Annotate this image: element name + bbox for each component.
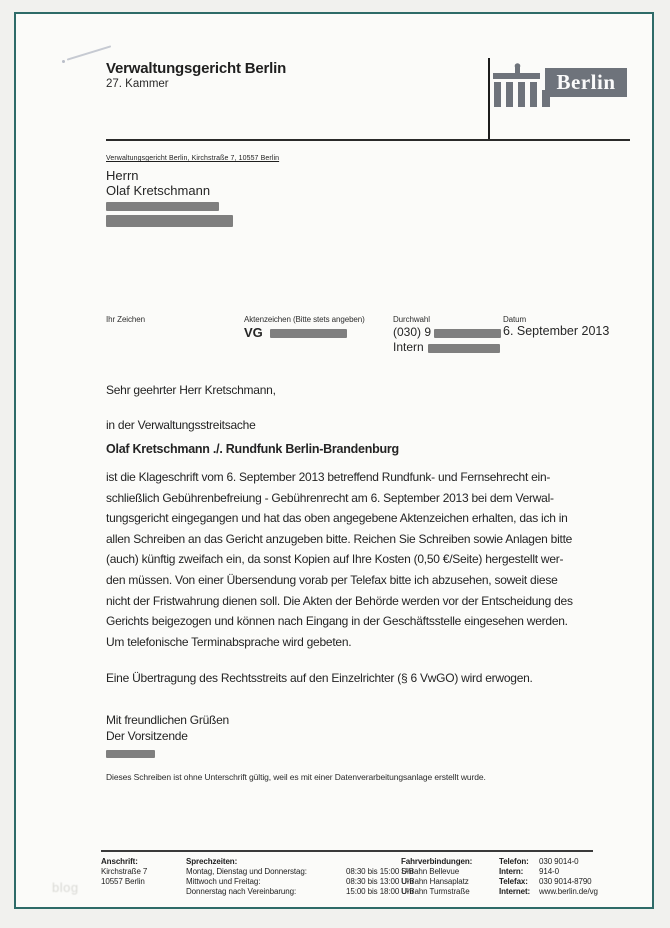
- footer-fahrverbindungen-label: Fahrverbindungen:: [401, 857, 473, 866]
- letter-salutation: Sehr geehrter Herr Kretschmann,: [106, 383, 276, 397]
- sprechzeiten-time: 15:00 bis 18:00 Uhr: [346, 887, 414, 896]
- label-durchwahl: Durchwahl: [393, 315, 430, 324]
- closing-signer: Der Vorsitzende: [106, 728, 188, 743]
- kontakt-label: Telefax:: [499, 877, 528, 886]
- kontakt-label: Telefon:: [499, 857, 529, 866]
- footer-anschrift-line: 10557 Berlin: [101, 877, 145, 886]
- case-parties-line: Olaf Kretschmann ./. Rundfunk Berlin-Brandenburg: [106, 442, 399, 456]
- footer-sprechzeiten-label: Sprechzeiten:: [186, 857, 238, 866]
- paragraph-line: allen Schreiben an das Gericht anzugeben bitte. Reichen Sie Schreiben sowie Anlagen bitte: [106, 531, 573, 546]
- pen-scratch-dot: [62, 60, 65, 63]
- paragraph-line: nicht der Fristwahrung dienen soll. Die Akten der Behörde werden vor der Entscheidung des: [106, 593, 573, 608]
- einzelrichter-line: Eine Übertragung des Rechtsstreits auf den Einzelrichter (§ 6 VwGO) wird erwogen.: [106, 671, 533, 685]
- recipient-salutation: Herrn: [106, 168, 139, 183]
- fahrverbindung-line: U-Bahn Hansaplatz: [401, 877, 469, 886]
- footer-sprechzeiten: [186, 857, 414, 897]
- sender-return-address: Verwaltungsgericht Berlin, Kirchstraße 7, 10557 Berlin: [106, 155, 280, 162]
- brandenburg-gate-icon: [493, 63, 551, 112]
- sprechzeiten-time: 08:30 bis 13:00 Uhr: [346, 877, 414, 886]
- footer-anschrift-label: Anschrift:: [101, 857, 138, 866]
- paragraph-line: Um telefonische Terminabsprache wird gebeten.: [106, 634, 352, 649]
- blog-watermark: blog: [52, 880, 79, 895]
- sprechzeiten-row: [186, 877, 414, 887]
- paragraph-line: ist die Klageschrift vom 6. September 2013 betreffend Rundfunk- und Fernsehrecht ein-: [106, 470, 551, 484]
- sprechzeiten-row: [186, 887, 414, 897]
- paragraph-line: (auch) künftig zweifach ein, da sonst Kopien auf Ihre Kosten (0,50 €/Seite) hergestellt wer-: [106, 552, 564, 567]
- kontakt-value: 030 9014-8790: [539, 877, 592, 886]
- redaction-bar-aktenzeichen: [270, 329, 347, 338]
- label-datum: Datum: [503, 315, 527, 324]
- redaction-bar-intern: [428, 344, 500, 353]
- kontakt-label: Internet:: [499, 887, 531, 896]
- label-ihr-zeichen: Ihr Zeichen: [106, 315, 145, 324]
- header-vertical-rule: [488, 58, 490, 140]
- kontakt-value: www.berlin.de/vg: [539, 887, 598, 896]
- paragraph-line: schließlich Gebührenbefreiung - Gebührenrecht am 6. September 2013 bei dem Verwal-: [106, 490, 554, 505]
- footer-rule: [101, 850, 593, 852]
- redaction-bar-durchwahl: [434, 329, 501, 338]
- scanned-letter-page: [14, 12, 654, 909]
- recipient-name: Olaf Kretschmann: [106, 183, 211, 198]
- sprechzeiten-day: Mittwoch und Freitag:: [186, 877, 261, 886]
- court-chamber: 27. Kammer: [106, 78, 169, 90]
- durchwahl-prefix: (030) 9: [393, 325, 432, 339]
- paragraph-line: Gerichts beigezogen und können nach Eingang in der Geschäftsstelle eingesehen werden.: [106, 614, 568, 629]
- kontakt-row: [499, 867, 598, 877]
- sprechzeiten-day: Donnerstag nach Vereinbarung:: [186, 887, 297, 896]
- closing-block: [106, 713, 229, 744]
- berlin-logo: [545, 68, 627, 97]
- aktenzeichen-prefix: VG: [244, 325, 263, 340]
- redaction-bar-street: [106, 202, 219, 211]
- paragraph-line: den müssen. Von einer Übersendung vorab per Telefax bitte ich abzusehen, soweit diese: [106, 572, 558, 587]
- header-horizontal-rule: [106, 139, 630, 141]
- sprechzeiten-day: Montag, Dienstag und Donnerstag:: [186, 867, 307, 876]
- footer-fahrverbindungen: [401, 857, 472, 897]
- footer-kontakt: [499, 857, 598, 897]
- letter-intro: in der Verwaltungsstreitsache: [106, 418, 256, 432]
- kontakt-row: [499, 857, 598, 867]
- main-paragraph: [106, 470, 573, 655]
- berlin-logo-text: Berlin: [556, 70, 616, 94]
- redaction-bar-signature: [106, 750, 155, 758]
- kontakt-value: 030 9014-0: [539, 857, 579, 866]
- closing-greeting: Mit freundlichen Grüßen: [106, 713, 229, 727]
- pen-scratch-mark: [67, 45, 112, 60]
- sprechzeiten-time: 08:30 bis 15:00 Uhr: [346, 867, 414, 876]
- footer-anschrift: [101, 857, 147, 887]
- label-aktenzeichen: Aktenzeichen (Bitte stets angeben): [244, 315, 365, 324]
- fahrverbindung-line: S-Bahn Bellevue: [401, 867, 460, 876]
- fahrverbindung-line: U-Bahn Turmstraße: [401, 887, 470, 896]
- footer-anschrift-line: Kirchstraße 7: [101, 867, 148, 876]
- kontakt-row: [499, 887, 598, 897]
- letter-date: 6. September 2013: [503, 324, 610, 338]
- kontakt-label: Intern:: [499, 867, 524, 876]
- intern-prefix: Intern: [393, 340, 424, 354]
- court-name: Verwaltungsgericht Berlin: [106, 60, 287, 77]
- kontakt-value: 914-0: [539, 867, 559, 876]
- redaction-bar-city: [106, 215, 233, 227]
- paragraph-line: tungsgericht eingegangen und hat das oben angegebene Aktenzeichen erhalten, das ich in: [106, 511, 568, 526]
- kontakt-row: [499, 877, 598, 887]
- sprechzeiten-row: [186, 867, 414, 877]
- validity-note: Dieses Schreiben ist ohne Unterschrift gültig, weil es mit einer Datenverarbeitungsanlage erstellt wurde.: [106, 772, 486, 782]
